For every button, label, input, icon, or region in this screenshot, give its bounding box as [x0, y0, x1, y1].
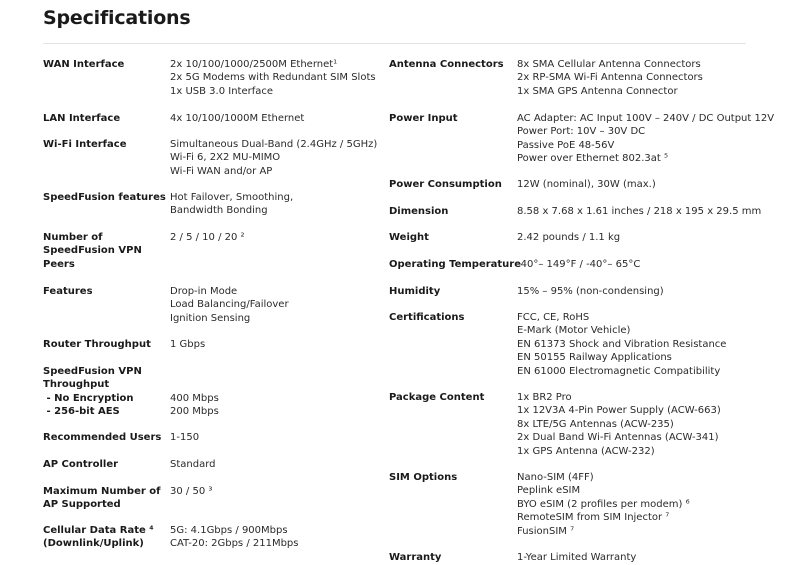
spec-label-line: Wi-Fi Interface	[43, 139, 127, 150]
spec-label	[43, 365, 165, 419]
spec-value-line: -40°– 149°F / -40°– 65°C	[517, 259, 641, 270]
spec-value-line: 1x SMA GPS Antenna Connector	[517, 85, 678, 97]
spec-label-line: - No Encryption	[43, 392, 134, 404]
spec-label-line: Warranty	[389, 552, 442, 563]
spec-value-line: 1x BR2 Pro	[517, 392, 572, 403]
spec-value-line: Passive PoE 48-56V	[517, 139, 615, 151]
spec-label	[389, 391, 514, 404]
spec-value-line: Wi-Fi WAN and/or AP	[170, 165, 273, 177]
spec-value-line: Nano-SIM (4FF)	[517, 472, 594, 483]
spec-value-line: CAT-20: 2Gbps / 211Mbps	[170, 538, 299, 550]
spec-value-line: 5G: 4.1Gbps / 900Mbps	[170, 525, 288, 536]
spec-value	[517, 285, 664, 298]
spec-value	[170, 485, 212, 498]
spec-value-line: 1-150	[170, 432, 200, 443]
spec-value-line: Load Balancing/Failover	[170, 299, 289, 311]
spec-label-line: Dimension	[389, 206, 449, 217]
spec-value	[517, 112, 774, 166]
spec-value-line: 2x 5G Modems with Redundant SIM Slots	[170, 72, 376, 84]
spec-value-line: RemoteSIM from SIM Injector ⁷	[517, 512, 670, 524]
spec-value-line: 2x 10/100/1000/2500M Ethernet¹	[170, 59, 338, 70]
spec-value-line: Standard	[170, 459, 216, 470]
spec-label	[389, 551, 514, 564]
spec-value-line: 1x GPS Antenna (ACW-232)	[517, 445, 655, 457]
spec-label	[43, 58, 165, 71]
spec-label	[43, 285, 165, 298]
spec-value-line: Power over Ethernet 802.3at ⁵	[517, 153, 669, 165]
spec-value	[170, 138, 377, 178]
spec-label-line: Throughput	[43, 379, 110, 391]
spec-label	[389, 471, 514, 484]
spec-label-line: Operating Temperature	[389, 259, 522, 270]
spec-value-line	[170, 365, 219, 378]
spec-value	[170, 191, 293, 218]
spec-label	[43, 138, 165, 151]
spec-value	[170, 285, 289, 325]
spec-label-line: SpeedFusion VPN	[43, 245, 142, 257]
spec-value-line: AC Adapter: AC Input 100V – 240V / DC Output 12V	[517, 113, 775, 124]
spec-label-line: SIM Options	[389, 472, 458, 483]
spec-label-line: Power Input	[389, 113, 458, 124]
spec-value-line	[170, 378, 219, 391]
spec-label-line: SpeedFusion VPN	[43, 366, 142, 377]
spec-value-line: 400 Mbps	[170, 392, 219, 404]
spec-label	[389, 205, 514, 218]
spec-value-line: Bandwidth Bonding	[170, 205, 268, 217]
spec-label	[43, 112, 165, 125]
spec-value	[170, 338, 205, 351]
spec-label-line: Peers	[43, 258, 75, 270]
spec-label	[43, 524, 165, 551]
page-title: Specifications	[43, 7, 191, 29]
spec-label	[43, 458, 165, 471]
spec-value-line: BYO eSIM (2 profiles per modem) ⁶	[517, 498, 690, 510]
spec-value	[517, 205, 761, 218]
spec-value-line: 1 Gbps	[170, 339, 206, 350]
spec-label-line: - 256-bit AES	[43, 406, 120, 418]
spec-value-line: 2x Dual Band Wi-Fi Antennas (ACW-341)	[517, 432, 719, 444]
spec-value-line: 8x LTE/5G Antennas (ACW-235)	[517, 418, 674, 430]
spec-value	[517, 471, 690, 538]
title-divider	[43, 43, 746, 44]
spec-label-line: Maximum Number of	[43, 486, 161, 497]
spec-label	[43, 191, 165, 204]
spec-value-line: FCC, CE, RoHS	[517, 312, 590, 323]
spec-label-line: LAN Interface	[43, 113, 121, 124]
spec-value	[170, 112, 304, 125]
spec-value-line: 2x RP-SMA Wi-Fi Antenna Connectors	[517, 72, 703, 84]
spec-label	[389, 112, 514, 125]
spec-value	[170, 458, 216, 471]
spec-label	[389, 58, 514, 71]
spec-value	[170, 58, 376, 98]
spec-value	[170, 524, 298, 551]
spec-label-line: Humidity	[389, 286, 441, 297]
spec-value-line: 30 / 50 ³	[170, 486, 213, 497]
spec-value-line: Hot Failover, Smoothing,	[170, 192, 294, 203]
spec-value-line: FusionSIM ⁷	[517, 525, 575, 537]
spec-label-line: Power Consumption	[389, 179, 502, 190]
spec-value-line: 2 / 5 / 10 / 20 ²	[170, 232, 245, 243]
spec-label-line: Number of	[43, 232, 103, 243]
spec-value	[517, 58, 703, 98]
spec-label	[389, 285, 514, 298]
spec-value-line: 1-Year Limited Warranty	[517, 552, 637, 563]
spec-value-line: 15% – 95% (non-condensing)	[517, 286, 664, 297]
spec-label	[389, 311, 514, 324]
spec-value-line: EN 61000 Electromagnetic Compatibility	[517, 365, 721, 377]
spec-value	[170, 231, 245, 244]
spec-value-line: EN 61373 Shock and Vibration Resistance	[517, 338, 727, 350]
spec-label	[43, 431, 165, 444]
spec-label	[389, 178, 514, 191]
spec-value-line: 1x 12V3A 4-Pin Power Supply (ACW-663)	[517, 405, 721, 417]
spec-value	[517, 258, 640, 271]
spec-value	[517, 178, 656, 191]
spec-label-line: WAN Interface	[43, 59, 125, 70]
spec-label	[43, 338, 165, 351]
spec-label-line: Features	[43, 286, 93, 297]
spec-value-line: Simultaneous Dual-Band (2.4GHz / 5GHz)	[170, 139, 378, 150]
spec-label	[43, 485, 165, 512]
spec-value-line: 1x USB 3.0 Interface	[170, 85, 274, 97]
spec-label-line: SpeedFusion features	[43, 192, 166, 203]
spec-label-line: Router Throughput	[43, 339, 151, 350]
spec-value-line: EN 50155 Railway Applications	[517, 352, 672, 364]
spec-value-line: 2.42 pounds / 1.1 kg	[517, 232, 621, 243]
spec-value	[517, 311, 726, 378]
spec-value-line: 8.58 x 7.68 x 1.61 inches / 218 x 195 x 29.5 mm	[517, 206, 762, 217]
spec-label	[389, 258, 522, 271]
spec-label-line: Antenna Connectors	[389, 59, 504, 70]
spec-value	[517, 231, 620, 244]
spec-value	[170, 365, 219, 419]
spec-label	[43, 231, 165, 271]
spec-value-line: 8x SMA Cellular Antenna Connectors	[517, 59, 701, 70]
spec-value	[517, 551, 636, 564]
spec-value-line: Wi-Fi 6, 2X2 MU-MIMO	[170, 152, 281, 164]
spec-value-line: Power Port: 10V – 30V DC	[517, 126, 646, 138]
spec-label-line: AP Controller	[43, 459, 119, 470]
spec-value-line: Peplink eSIM	[517, 485, 581, 497]
spec-value	[170, 431, 199, 444]
spec-value-line: Drop-in Mode	[170, 286, 238, 297]
spec-value-line: 200 Mbps	[170, 406, 219, 418]
spec-label-line: AP Supported	[43, 499, 121, 511]
spec-label	[389, 231, 514, 244]
spec-label-line: Certifications	[389, 312, 465, 323]
spec-value	[517, 391, 721, 458]
spec-value-line: Ignition Sensing	[170, 312, 251, 324]
spec-label-line: Cellular Data Rate ⁴	[43, 525, 154, 536]
spec-value-line: E-Mark (Motor Vehicle)	[517, 325, 631, 337]
spec-label-line: Weight	[389, 232, 429, 243]
spec-label-line: (Downlink/Uplink)	[43, 538, 144, 550]
spec-label-line: Package Content	[389, 392, 485, 403]
spec-value-line: 12W (nominal), 30W (max.)	[517, 179, 656, 190]
spec-value-line: 4x 10/100/1000M Ethernet	[170, 113, 305, 124]
spec-label-line: Recommended Users	[43, 432, 162, 443]
